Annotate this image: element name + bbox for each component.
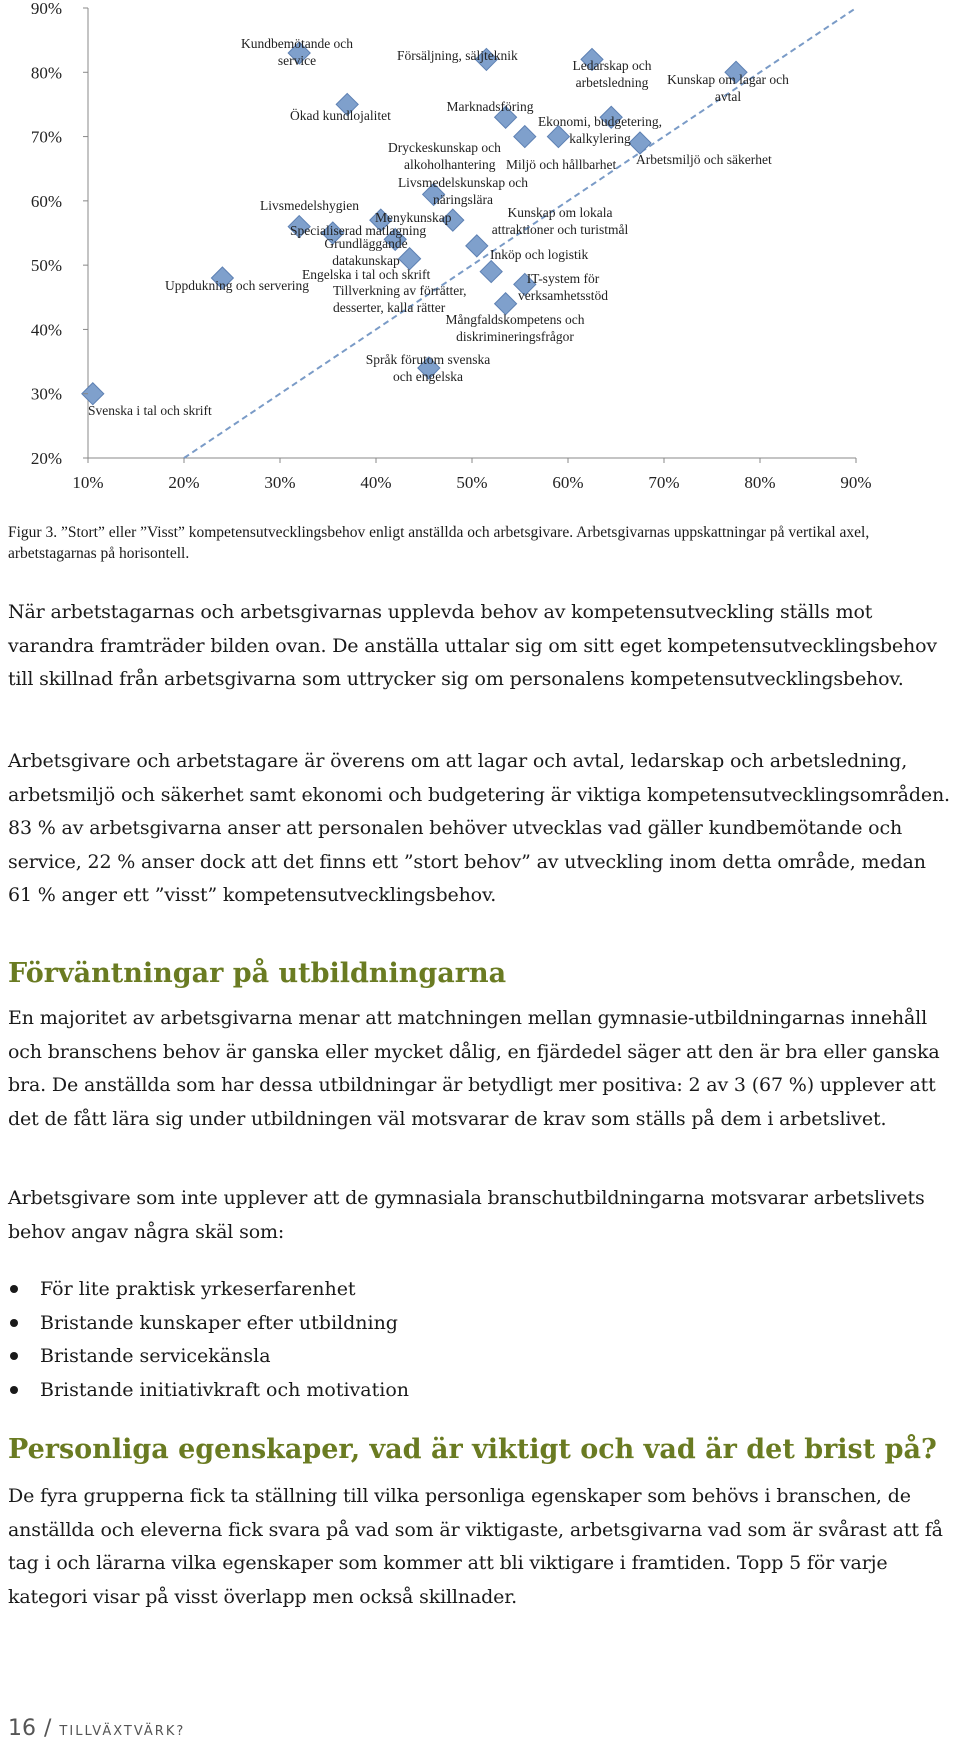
paragraph-4: Arbetsgivare som inte upplever att de gymnasiala branschutbildningarna motsvarar arbetslivets behov angav några skäl som: xyxy=(8,1187,925,1243)
point-label: Uppdukning och servering xyxy=(165,278,309,293)
bullet-icon xyxy=(10,1285,18,1293)
point-label: Svenska i tal och skrift xyxy=(88,403,212,418)
point-label: Arbetsmiljö och säkerhet xyxy=(636,152,772,167)
point-label: Försäljning, säljteknik xyxy=(397,48,518,63)
y-tick-label: 60% xyxy=(30,191,62,211)
list-item: Bristande initiativkraft och motivation xyxy=(8,1374,409,1408)
point-label: Marknadsföring xyxy=(446,99,534,114)
point-label: Kundbemötande och xyxy=(240,36,354,51)
point-label: Mångfaldskompetens och xyxy=(445,312,585,327)
point-label: Ledarskap och xyxy=(572,58,652,73)
x-tick-label: 80% xyxy=(744,473,776,492)
heading-expectations: Förväntningar på utbildningarna xyxy=(8,958,507,989)
paragraph-3: En majoritet av arbetsgivarna menar att matchningen mellan gymnasie-utbildningarnas innehåll och branschens behov är ganska eller mycket dålig, en fjärdedel säger att den är bra eller ganska bra. De anställda som har dessa utbildningar är betydligt mer positiva: 2 av 3 (67 %) upplever att det de fått lära sig under utbildningen väl motsvarar de krav som ställs på dem i arbetslivet. xyxy=(8,1007,940,1130)
bullet-icon xyxy=(10,1319,18,1327)
list-item: För lite praktisk yrkeserfarenhet xyxy=(8,1273,409,1307)
y-tick-label: 70% xyxy=(30,127,62,147)
x-tick-label: 70% xyxy=(648,473,680,492)
x-tick-label: 40% xyxy=(360,473,392,492)
point-label: Grundläggande xyxy=(324,236,408,251)
point-label: verksamhetsstöd xyxy=(518,288,608,303)
point-label: service xyxy=(277,53,317,68)
point-label: attraktioner och turistmål xyxy=(491,222,629,237)
scatter-chart xyxy=(0,0,960,500)
x-tick-label: 90% xyxy=(840,473,872,492)
point-label: Kunskap om lokala xyxy=(507,205,613,220)
point-label: Ekonomi, budgetering, xyxy=(537,114,663,129)
y-tick-label: 20% xyxy=(30,449,62,468)
point-label: Miljö och hållbarhet xyxy=(506,157,617,172)
point-label: Kunskap om lagar och xyxy=(667,72,789,87)
point-label: Tillverkning av förrätter, xyxy=(333,283,467,298)
y-tick-label: 90% xyxy=(30,0,62,18)
point-label: alkoholhantering xyxy=(404,157,496,172)
footer-separator: / xyxy=(44,1716,52,1741)
point-label: Specialiserad matlagning xyxy=(290,223,427,238)
paragraph-1: När arbetstagarnas och arbetsgivarnas upplevda behov av kompetensutveckling ställs mot varandra framträder bilden ovan. De anställa uttalar sig om sitt eget kompetensutvecklingsbehov till skillnad från arbetsgivarna som uttrycker sig om personalens kompetensutvecklingsbehov. xyxy=(8,601,937,690)
point-label: Språk förutom svenska xyxy=(365,352,491,367)
y-tick-label: 50% xyxy=(30,256,62,276)
paragraph-5: De fyra grupperna fick ta ställning till vilka personliga egenskaper som behövs i branschen, de anställda och eleverna fick svara på vad som är viktigaste, arbetsgivarna vad som är svårast att få tag i och lärarna vilka egenskaper som kommer att bli viktigare i framtiden. Topp 5 för varje kategori visar på visst överlapp men också skillnader. xyxy=(8,1485,943,1608)
point-label: Inköp och logistik xyxy=(490,247,589,262)
y-tick-label: 40% xyxy=(30,320,62,340)
x-tick-label: 20% xyxy=(168,473,200,492)
point-label: kalkylering xyxy=(569,131,631,146)
point-label: Menykunskap xyxy=(375,210,452,225)
point-label: IT-system för xyxy=(526,271,600,286)
point-label: Livsmedelshygien xyxy=(260,198,359,213)
point-label: näringslära xyxy=(433,192,493,207)
page-number: 16 xyxy=(8,1716,36,1741)
x-tick-label: 30% xyxy=(264,473,296,492)
x-tick-label: 50% xyxy=(456,473,488,492)
point-label: Ökad kundlojalitet xyxy=(290,108,391,123)
point-label: och engelska xyxy=(392,369,464,384)
list-item: Bristande servicekänsla xyxy=(8,1340,409,1374)
data-point xyxy=(480,261,502,283)
bullet-icon xyxy=(10,1386,18,1394)
x-tick-label: 10% xyxy=(72,473,104,492)
figure-caption: Figur 3. ”Stort” eller ”Visst” kompetensutvecklingsbehov enligt anställda och arbetsgivare. Arbetsgivarnas uppskattningar på vertikal axel, arbetstagarnas på horisontell. xyxy=(8,524,870,562)
y-tick-label: 30% xyxy=(30,384,62,404)
x-tick-label: 60% xyxy=(552,473,584,492)
list-item: Bristande kunskaper efter utbildning xyxy=(8,1307,409,1341)
point-label: Engelska i tal och skrift xyxy=(302,267,431,282)
point-label: diskrimineringsfrågor xyxy=(456,329,574,344)
bullet-icon xyxy=(10,1352,18,1360)
point-label: arbetsledning xyxy=(575,75,649,90)
data-point xyxy=(466,235,488,257)
y-tick-label: 80% xyxy=(30,63,62,83)
heading-personal-traits: Personliga egenskaper, vad är viktigt och vad är det brist på? xyxy=(8,1434,937,1465)
point-label: desserter, kalla rätter xyxy=(333,300,446,315)
data-point xyxy=(629,132,651,154)
paragraph-2: Arbetsgivare och arbetstagare är överens om att lagar och avtal, ledarskap och arbetsledning, arbetsmiljö och säkerhet samt ekonomi och budgetering är viktiga kompetensutvecklingsområden. 83 % av arbetsgivarna anser att personalen behöver utvecklas vad gäller kundbemötande och service, 22 % anser dock att det finns ett ”stort behov” av utveckling inom detta område, medan 61 % anger ett ”visst” kompetensutvecklingsbehov. xyxy=(8,750,950,906)
data-point xyxy=(514,126,536,148)
footer-brand: TILLVÄXTVÄRK? xyxy=(59,1724,186,1739)
point-label: Livsmedelskunskap och xyxy=(397,175,529,190)
point-label: avtal xyxy=(714,89,742,104)
reasons-list xyxy=(8,1273,409,1407)
point-label: Dryckeskunskap och xyxy=(388,140,501,155)
point-label: datakunskap xyxy=(332,253,400,268)
page-footer xyxy=(8,1716,185,1741)
chart-labels xyxy=(88,36,789,418)
